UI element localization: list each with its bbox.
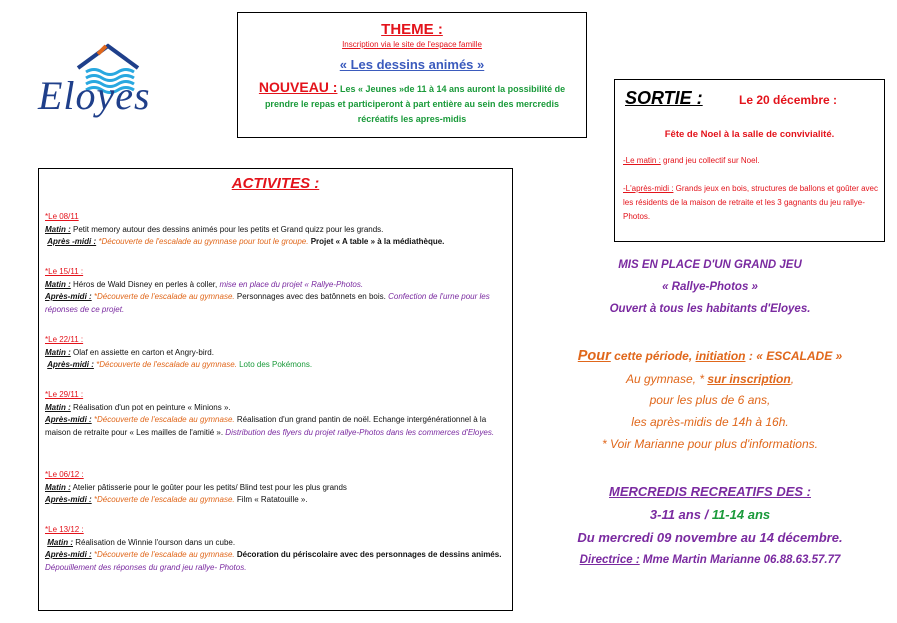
morning-text: Olaf en assiette en carton et Angry-bird. [73,347,214,357]
morning-text: Atelier pâtisserie pour le goûter pour les petits/ Blind test pour les plus grands [72,482,347,492]
afternoon-project-text: Confection de l'urne pour les réponses de ce projet. [45,292,490,314]
morning-label: Matin : [45,482,71,492]
morning-text: Réalisation d'un pot en peinture « Minions ». [73,402,231,412]
big-game-name: « Rallye-Photos » [662,281,758,293]
activity-entry [45,334,507,372]
afternoon-label: Après-midi : [45,415,92,424]
wednesdays-ages [520,507,897,522]
new-label: NOUVEAU : [258,79,338,95]
outing-afternoon-text: Grands jeux en bois, structures de ballons et goûter avec les résidents de la maison de retraite et les 3 gagnants du jeu rallye-Photos. [623,184,879,221]
outing-title: SORTIE : [625,88,703,108]
afternoon-text: Loto des Pokémons. [239,360,313,369]
morning-label: Matin : [45,347,71,357]
morning-project-text: mise en place du projet « Rallye-Photos. [219,279,364,289]
climbing-text: *Découverte de l'escalade au gymnase. [93,550,235,559]
climbing-text: *Découverte de l'escalade au gymnase. [96,360,237,369]
afternoon-project-text: Dépouillement des réponses du grand jeu rallye- Photos. [45,562,247,572]
afternoon-text: Film « Ratatouille ». [236,495,308,504]
activities-box [38,168,513,611]
eloyes-logo [38,38,188,128]
activity-date: *Le 29/11 : [45,390,84,399]
escalade-heading [520,348,897,364]
morning-label: Matin : [47,537,74,547]
activity-date: *Le 22/11 : [45,335,84,344]
afternoon-text: Réalisation d'un grand pantin de noël. Echange intergénérationnel à la maison de retraite pour « Les mailles de l'amitié ». [45,415,487,437]
escalade-hours: les après-midis de 14h à 16h. [631,415,789,429]
outing-afternoon-label: -L'après-midi : [623,184,674,193]
afternoon-label: Après-midi : [45,292,92,301]
morning-text: Héros de Wald Disney en perles à coller, [73,279,218,289]
activity-date: *Le 08/11 [45,212,79,221]
activity-entry [45,266,507,316]
activity-entry [45,469,507,507]
activity-entry [45,389,507,439]
afternoon-label: Après-midi : [45,495,92,504]
big-game-heading: MIS EN PLACE D'UN GRAND JEU [618,259,802,271]
theme-title: THEME : [381,21,443,38]
activity-date: *Le 13/12 : [45,525,84,534]
escalade-comma: , [790,372,795,386]
outing-morning [623,156,760,165]
afternoon-label: Après-midi : [45,550,92,559]
morning-text: Petit memory autour des dessins animés pour les petits et Grand quizz pour les grands. [73,224,384,234]
wednesdays-period: Du mercredi 09 novembre au 14 décembre. [577,530,843,545]
climbing-text: *Découverte de l'escalade au gymnase pour tout le groupe. [98,237,309,246]
logo-text: Eloyes [38,73,151,118]
afternoon-text: Projet « A table » à la médiathèque. [310,237,445,246]
climbing-text: *Découverte de l'escalade au gymnase. [93,415,235,424]
morning-label: Matin : [45,402,71,412]
morning-label: Matin : [45,279,71,289]
escalade-gym: Au gymnase, * [625,372,704,386]
outing-box [614,79,885,242]
escalade-period: cette période, [614,349,693,363]
outing-afternoon [623,182,881,224]
activity-date: *Le 15/11 : [45,267,84,276]
escalade-ages: pour les plus de 6 ans, [649,393,771,407]
activity-entry [45,211,507,249]
afternoon-label: Après-midi : [47,360,94,369]
activities-title: ACTIVITES : [231,175,320,192]
escalade-pour: Pour [577,348,611,364]
activity-date: *Le 06/12 : [45,470,84,479]
ages-younger: 3-11 ans / [649,507,709,522]
big-game-audience: Ouvert à tous les habitants d'Eloyes. [609,303,811,315]
afternoon-text: Personnages avec des batônnets en bois. [236,292,386,301]
morning-label: Matin : [45,224,71,234]
new-feature-text [238,80,586,127]
morning-text: Réalisation de Winnie l'ourson dans un cube. [75,537,236,547]
outing-event: Fête de Noel à la salle de convivialité. [664,129,835,140]
climbing-text: *Découverte de l'escalade au gymnase. [93,495,235,504]
theme-box [237,12,587,138]
director-contact: Mme Martin Marianne 06.88.63.57.77 [642,554,841,566]
outing-date: Le 20 décembre : [739,93,838,107]
ages-older: 11-14 ans [711,507,771,522]
theme-name: « Les dessins animés » [339,57,485,72]
outing-morning-text: grand jeu collectif sur Noel. [663,156,760,165]
escalade-registration: sur inscription [707,372,791,386]
new-description: Les « Jeunes »de 11 à 14 ans auront la possibilité de prendre le repas et participeront à part entière au sein des mercredis récréatifs les apres-midis [264,84,566,124]
escalade-location [520,372,897,386]
director-label: Directrice : [579,554,640,566]
activity-entry [45,524,507,574]
director-line [520,554,897,566]
afternoon-project-text: Distribution des flyers du projet rallye-Photos dans les commerces d'Eloyes. [225,427,495,437]
theme-registration-note: Inscription via le site de l'espace famille [342,40,482,49]
wednesdays-title: MERCREDIS RECREATIFS DES : [609,484,811,499]
escalade-initiation: initiation [695,349,746,363]
outing-morning-label: -Le matin : [623,156,661,165]
escalade-activity: : « ESCALADE » [748,349,843,363]
afternoon-label: Après -midi : [47,237,97,246]
afternoon-text: Décoration du périscolaire avec des personnages de dessins animés. [236,550,502,559]
escalade-contact: * Voir Marianne pour plus d'informations. [602,437,818,451]
climbing-text: *Découverte de l'escalade au gymnase. [93,292,235,301]
